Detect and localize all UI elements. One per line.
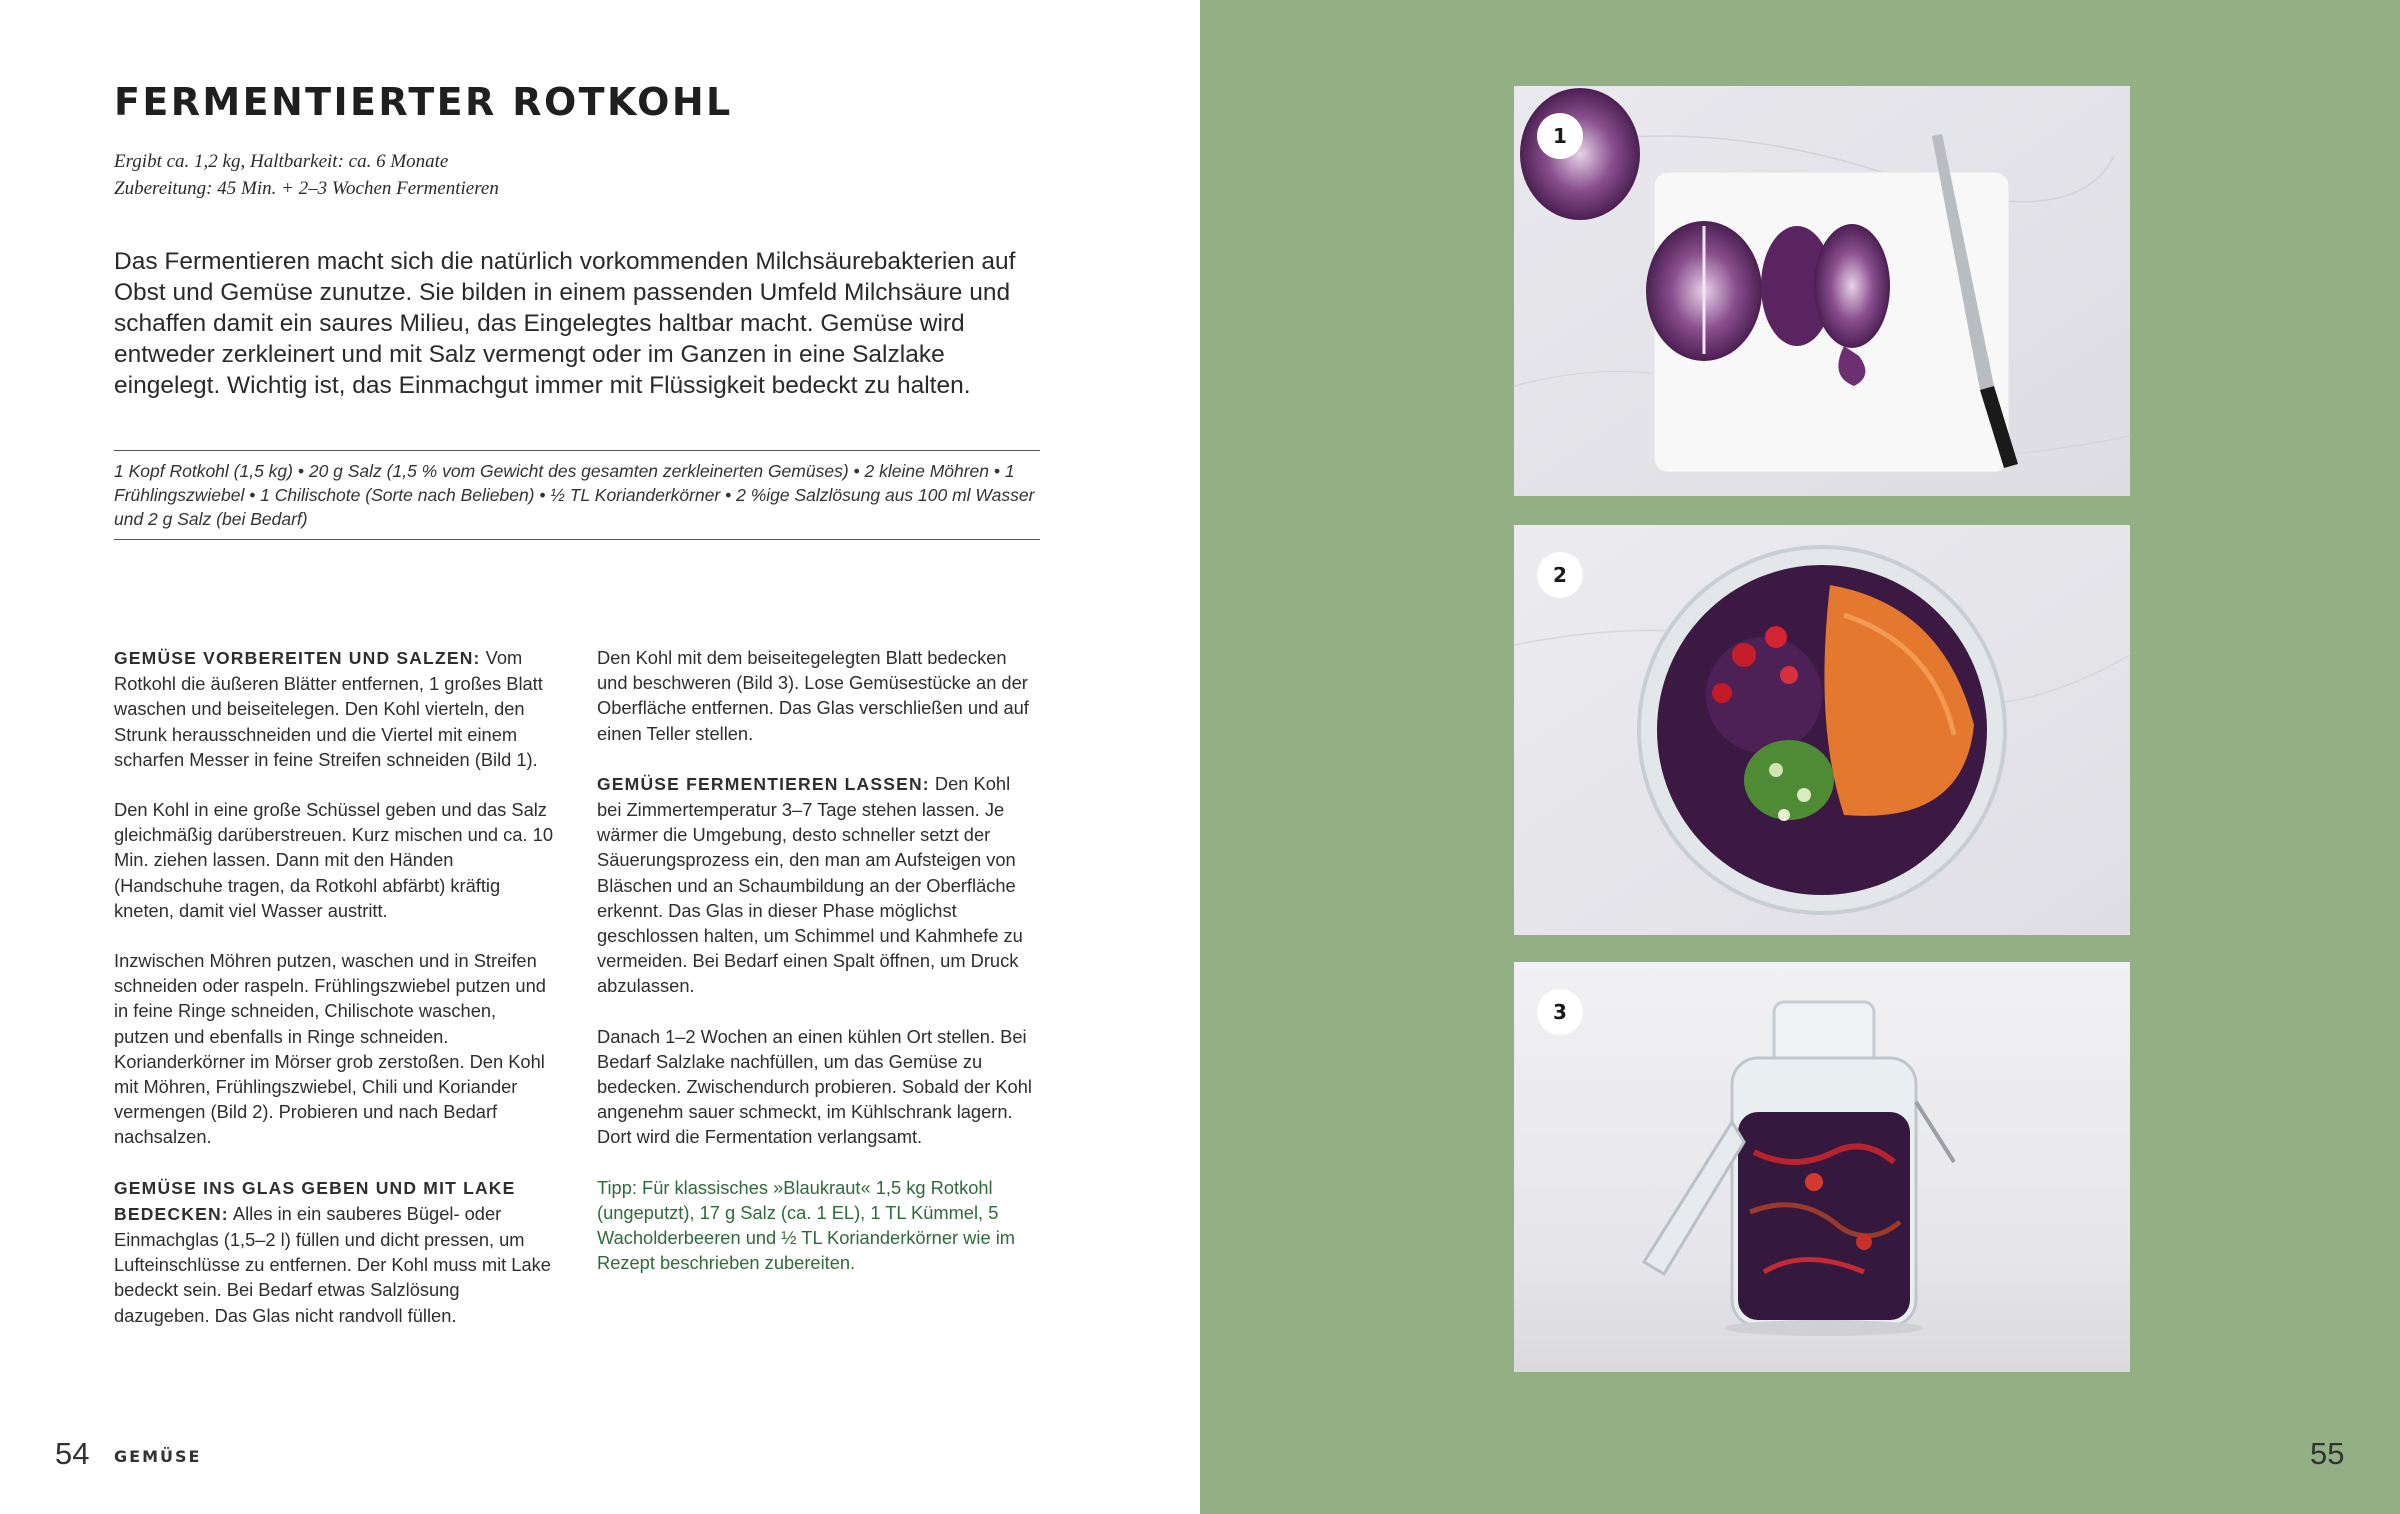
photo-cabbage-board bbox=[1514, 86, 2130, 496]
step-paragraph: Danach 1–2 Wochen an einen kühlen Ort stellen. Bei Bedarf Salzlake nachfüllen, um das Gemüse zu bedecken. Zwischendurch probieren. Sobald der Kohl angenehm sauer schmeckt, im Kühlschrank lagern. Dort wird die Fermentation verlangsamt. bbox=[597, 1025, 1032, 1148]
ingredients-list: 1 Kopf Rotkohl (1,5 kg) • 20 g Salz (1,5 % vom Gewicht des gesamten zerkleinerten Gemüses) • 2 kleine Möhren • 1 Frühlingszwiebel • 1 Chilischote (Sorte nach Belieben) • ½ TL Korianderkörner • 2 %ige Salzlösung aus 100 ml Wasser und 2 g Salz (bei Bedarf) bbox=[114, 450, 1040, 540]
step-paragraph: Den Kohl in eine große Schüssel geben und das Salz gleichmäßig darüberstreuen. Kurz mischen und ca. 10 Min. ziehen lassen. Dann mit den Händen (Handschuhe tragen, da Rotkohl abfärbt) kräftig kneten, damit viel Wasser austritt. bbox=[114, 799, 553, 921]
step-text: Vom Rotkohl die äußeren Blätter entfernen, 1 großes Blatt waschen und beiseitelegen. Den Kohl vierteln, den Strunk herausschneiden und die Viertel mit einem scharfen Messer in feine Streifen schneiden (Bild 1). bbox=[114, 647, 543, 770]
step-heading: GEMÜSE FERMENTIEREN LASSEN: bbox=[597, 773, 930, 794]
step-heading: GEMÜSE INS GLAS GEBEN UND MIT LAKE BEDECKEN: bbox=[114, 1177, 516, 1224]
photo-fermentation-jar bbox=[1514, 962, 2130, 1372]
step-prepare-salt bbox=[114, 645, 554, 772]
step-text: Alles in ein sauberes Bügel- oder Einmachglas (1,5–2 l) füllen und dicht pressen, um Lufteinschlüsse zu entfernen. Der Kohl muss mit Lake bedeckt sein. Bei Bedarf etwas Salzlösung dazugeben. Das Glas nicht randvoll füllen. bbox=[114, 1202, 551, 1326]
step-jar-brine bbox=[114, 1175, 554, 1328]
step-heading: GEMÜSE VORBEREITEN UND SALZEN: bbox=[114, 648, 481, 668]
instructions-column-1 bbox=[114, 645, 554, 1353]
step-paragraph: Inzwischen Möhren putzen, waschen und in Streifen schneiden oder raspeln. Frühlingszwiebel putzen und in feine Ringe schneiden, Chilischote waschen, putzen und ebenfalls in Ringe schneiden. Korianderkörner im Mörser grob zerstoßen. Den Kohl mit Möhren, Frühlingszwiebel, Chili und Koriander vermengen (Bild 2). Probieren und nach Bedarf nachsalzen. bbox=[114, 950, 546, 1148]
step-ferment bbox=[597, 771, 1037, 999]
step-paragraph: Den Kohl mit dem beiseitegelegten Blatt bedecken und beschweren (Bild 3). Lose Gemüsestücke an der Oberfläche entfernen. Das Glas verschließen und auf einen Teller stellen. bbox=[597, 647, 1029, 744]
page-number-right: 55 bbox=[2310, 1436, 2345, 1471]
cabbage-board-illustration bbox=[1514, 86, 2130, 496]
photo-number-badge: 2 bbox=[1537, 552, 1583, 598]
recipe-title: FERMENTIERTER ROTKOHL bbox=[114, 80, 733, 124]
photo-number-badge: 3 bbox=[1537, 989, 1583, 1035]
instructions-column-2 bbox=[597, 645, 1037, 1300]
yield-line: Ergibt ca. 1,2 kg, Haltbarkeit: ca. 6 Monate bbox=[114, 151, 449, 172]
recipe-meta bbox=[114, 148, 499, 202]
intro-text: Das Fermentieren macht sich die natürlich vorkommenden Milchsäurebakterien auf Obst und Gemüse zunutze. Sie bilden in einem passenden Umfeld Milchsäure und schaffen damit ein saures Milieu, das Eingelegtes haltbar macht. Gemüse wird entweder zerkleinert und mit Salz vermengt oder im Ganzen in eine Salzlake eingelegt. Wichtig ist, das Einmachgut immer mit Flüssigkeit bedeckt zu halten. bbox=[114, 248, 1016, 399]
photo-vegetable-bowl bbox=[1514, 525, 2130, 935]
vegetable-bowl-illustration bbox=[1514, 525, 2130, 935]
tip-text: Tipp: Für klassisches »Blaukraut« 1,5 kg Rotkohl (ungeputzt), 17 g Salz (ca. 1 EL), 1 TL Kümmel, 5 Wacholderbeeren und ½ TL Korianderkörner wie im Rezept beschrieben zubereiten. bbox=[597, 1176, 1015, 1274]
step-text: Den Kohl bei Zimmertemperatur 3–7 Tage stehen lassen. Je wärmer die Umgebung, desto schneller setzt der Säuerungsprozess ein, den man am Aufsteigen von Bläschen und an Schaumbildung an der Oberfläche erkennt. Das Glas in dieser Phase möglichst geschlossen halten, um Schimmel und Kahmhefe zu vermeiden. Bei Bedarf einen Spalt öffnen, um Druck abzulassen. bbox=[597, 772, 1023, 997]
photo-number-badge: 1 bbox=[1537, 113, 1583, 159]
section-label: GEMÜSE bbox=[114, 1447, 202, 1466]
page-number-left: 54 bbox=[55, 1436, 90, 1471]
prep-line: Zubereitung: 45 Min. + 2–3 Wochen Fermentieren bbox=[114, 178, 499, 199]
fermentation-jar-illustration bbox=[1514, 962, 2130, 1372]
